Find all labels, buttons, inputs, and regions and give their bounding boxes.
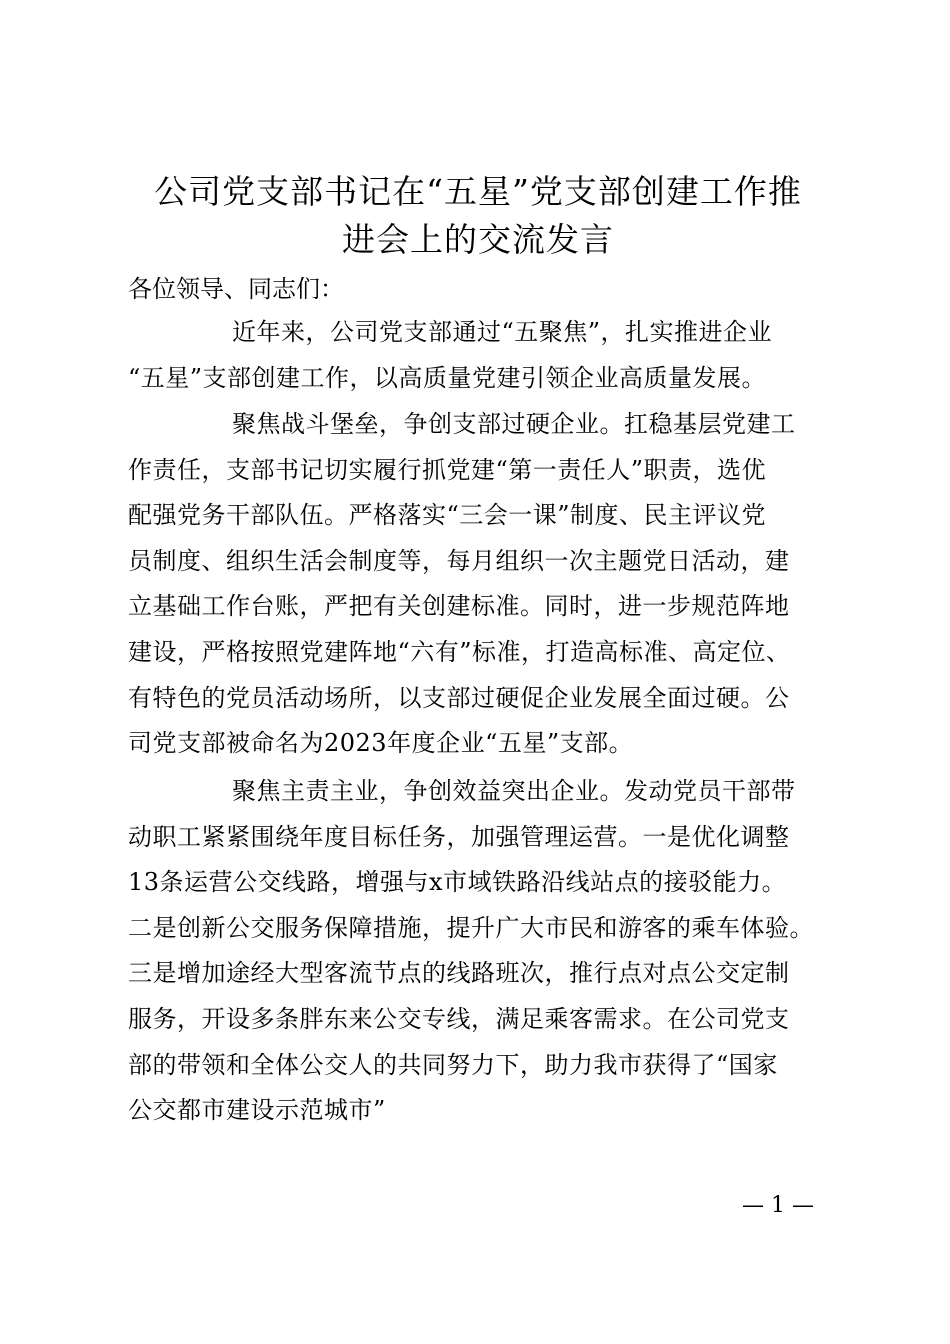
paragraph-line: “五星”支部创建工作，以高质量党建引领企业高质量发展。 (128, 363, 767, 392)
paragraph-line: 建设，严格按照党建阵地“六有”标准，打造高标准、高定位、 (128, 637, 791, 666)
paragraph-battle-fortress (128, 402, 796, 767)
paragraph-line: 司党支部被命名为2023年度企业“五星”支部。 (128, 729, 634, 758)
paragraph-line: 二是创新公交服务保障措施，提升广大市民和游客的乘车体验。 (128, 913, 814, 942)
paragraph-line: 部的带领和全体公交人的共同努力下，助力我市获得了“国家 (128, 1050, 778, 1079)
paragraph-line: 有特色的党员活动场所，以支部过硬促企业发展全面过硬。公 (128, 683, 790, 712)
paragraph-line: 动职工紧紧围绕年度目标任务，加强管理运营。一是优化调整 (128, 822, 790, 851)
paragraph-line: 三是增加途经大型客流节点的线路班次，推行点对点公交定制 (128, 959, 790, 988)
title-line-2: 进会上的交流发言 (342, 220, 614, 259)
paragraph-intro (128, 310, 772, 401)
paragraph-line: 13条运营公交线路，增强与x市域铁路沿线站点的接驳能力。 (128, 868, 787, 897)
document-title (118, 168, 838, 264)
page-number: — 1 — (742, 1193, 814, 1218)
paragraph-line: 作责任，支部书记切实履行抓党建“第一责任人”职责，选优 (128, 455, 767, 484)
paragraph-line: 立基础工作台账，严把有关创建标准。同时，进一步规范阵地 (128, 592, 790, 621)
paragraph-main-business (128, 769, 814, 1134)
salutation: 各位领导、同志们： (128, 275, 344, 303)
paragraph-line: 近年来，公司党支部通过“五聚焦”，扎实推进企业 (232, 318, 773, 346)
paragraph-line: 员制度、组织生活会制度等，每月组织一次主题党日活动，建 (128, 546, 790, 575)
paragraph-line: 公交都市建设示范城市” (128, 1096, 386, 1125)
paragraph-line: 服务，开设多条胖东来公交专线，满足乘客需求。在公司党支 (128, 1004, 790, 1033)
paragraph-line: 聚焦战斗堡垒，争创支部过硬企业。扛稳基层党建工 (232, 410, 796, 438)
title-line-1: 公司党支部书记在“五星”党支部创建工作推 (154, 172, 802, 211)
paragraph-line: 聚焦主责主业，争创效益突出企业。发动党员干部带 (232, 777, 796, 805)
paragraph-line: 配强党务干部队伍。严格落实“三会一课”制度、民主评议党 (128, 501, 767, 530)
